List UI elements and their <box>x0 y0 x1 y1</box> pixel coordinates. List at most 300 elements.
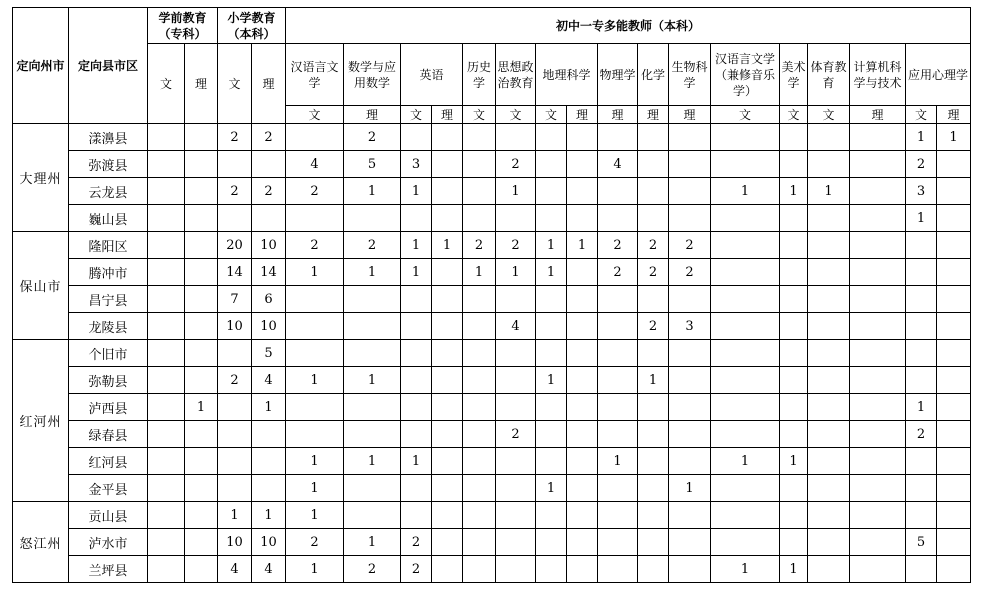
subject-header: 汉语言文学（兼修音乐学） <box>711 44 780 106</box>
quota-cell: 2 <box>344 232 401 259</box>
subject-header: 体育教育 <box>808 44 850 106</box>
quota-cell <box>780 232 808 259</box>
quota-cell: 2 <box>463 232 496 259</box>
table-row <box>13 205 971 232</box>
prefecture-cell: 大理州 <box>13 124 69 232</box>
quota-cell <box>432 286 463 313</box>
quota-cell <box>252 205 286 232</box>
quota-cell <box>669 151 711 178</box>
quota-cell <box>536 178 567 205</box>
table-row <box>13 286 971 313</box>
quota-cell: 2 <box>252 178 286 205</box>
quota-cell <box>185 502 218 529</box>
quota-cell: 2 <box>286 178 344 205</box>
quota-cell: 1 <box>218 502 252 529</box>
quota-cell <box>808 151 850 178</box>
quota-cell <box>252 421 286 448</box>
quota-cell <box>808 556 850 583</box>
quota-cell <box>567 178 598 205</box>
quota-cell: 3 <box>401 151 432 178</box>
quota-cell <box>567 475 598 502</box>
quota-cell <box>567 448 598 475</box>
quota-cell <box>906 340 937 367</box>
quota-cell <box>850 556 906 583</box>
quota-cell <box>286 421 344 448</box>
quota-cell <box>401 502 432 529</box>
quota-cell <box>432 502 463 529</box>
quota-cell <box>148 286 185 313</box>
subject-header: 计算机科学与技术 <box>850 44 906 106</box>
quota-cell: 1 <box>937 124 971 151</box>
table-row <box>13 124 971 151</box>
quota-cell <box>906 502 937 529</box>
quota-cell <box>808 394 850 421</box>
quota-cell <box>185 286 218 313</box>
header-li: 理 <box>850 106 906 124</box>
quota-cell <box>536 340 567 367</box>
quota-cell <box>252 151 286 178</box>
quota-cell <box>463 448 496 475</box>
quota-cell <box>463 124 496 151</box>
quota-cell: 10 <box>218 313 252 340</box>
header-wen: 文 <box>463 106 496 124</box>
teacher-quota-table <box>12 7 971 583</box>
header-wen: 文 <box>808 106 850 124</box>
quota-cell: 2 <box>638 232 669 259</box>
subject-header: 应用心理学 <box>906 44 971 106</box>
quota-cell: 2 <box>344 124 401 151</box>
quota-cell <box>906 286 937 313</box>
quota-cell <box>463 475 496 502</box>
quota-cell: 3 <box>669 313 711 340</box>
quota-cell <box>496 475 536 502</box>
table-row <box>13 151 971 178</box>
quota-cell <box>669 340 711 367</box>
quota-cell <box>185 529 218 556</box>
quota-cell <box>780 502 808 529</box>
quota-cell <box>937 178 971 205</box>
quota-cell <box>401 475 432 502</box>
quota-cell <box>567 124 598 151</box>
quota-cell: 10 <box>252 232 286 259</box>
quota-cell: 2 <box>638 313 669 340</box>
subject-header: 生物科学 <box>669 44 711 106</box>
county-cell: 龙陵县 <box>69 313 148 340</box>
header-junior: 初中一专多能教师（本科） <box>286 8 971 44</box>
quota-cell: 5 <box>344 151 401 178</box>
quota-cell <box>148 313 185 340</box>
quota-cell: 1 <box>286 475 344 502</box>
quota-cell: 20 <box>218 232 252 259</box>
quota-cell: 1 <box>344 367 401 394</box>
quota-cell: 6 <box>252 286 286 313</box>
quota-cell <box>638 448 669 475</box>
quota-cell <box>536 529 567 556</box>
quota-cell <box>536 313 567 340</box>
subject-header: 化学 <box>638 44 669 106</box>
quota-cell: 2 <box>638 259 669 286</box>
quota-cell <box>638 205 669 232</box>
county-cell: 弥勒县 <box>69 367 148 394</box>
quota-cell <box>780 205 808 232</box>
quota-cell <box>780 529 808 556</box>
quota-cell <box>344 394 401 421</box>
quota-cell: 1 <box>286 259 344 286</box>
quota-cell <box>598 313 638 340</box>
quota-cell <box>432 529 463 556</box>
header-wen: 文 <box>286 106 344 124</box>
table-row <box>13 259 971 286</box>
quota-cell: 2 <box>286 232 344 259</box>
quota-cell <box>906 475 937 502</box>
quota-cell <box>808 502 850 529</box>
county-cell: 腾冲市 <box>69 259 148 286</box>
quota-cell <box>850 529 906 556</box>
quota-cell <box>286 286 344 313</box>
quota-cell <box>937 205 971 232</box>
quota-cell <box>218 205 252 232</box>
quota-cell <box>432 421 463 448</box>
quota-cell <box>148 421 185 448</box>
quota-cell <box>937 448 971 475</box>
quota-cell <box>432 475 463 502</box>
quota-cell <box>536 205 567 232</box>
quota-cell <box>669 394 711 421</box>
quota-cell <box>808 421 850 448</box>
header-li: 理 <box>432 106 463 124</box>
quota-cell <box>536 151 567 178</box>
header-wen: 文 <box>780 106 808 124</box>
county-cell: 巍山县 <box>69 205 148 232</box>
quota-cell <box>937 286 971 313</box>
subject-header: 物理学 <box>598 44 638 106</box>
quota-cell: 1 <box>344 529 401 556</box>
quota-cell <box>218 421 252 448</box>
quota-cell <box>344 205 401 232</box>
quota-cell <box>808 232 850 259</box>
quota-cell <box>638 529 669 556</box>
quota-cell <box>711 394 780 421</box>
quota-cell <box>536 421 567 448</box>
quota-cell <box>638 394 669 421</box>
subject-header: 汉语言文学 <box>286 44 344 106</box>
quota-cell <box>286 313 344 340</box>
quota-cell <box>496 205 536 232</box>
quota-cell <box>344 421 401 448</box>
quota-cell <box>432 259 463 286</box>
quota-cell <box>598 421 638 448</box>
quota-cell <box>638 151 669 178</box>
quota-cell <box>496 124 536 151</box>
quota-cell: 1 <box>401 259 432 286</box>
subject-header: 地理科学 <box>536 44 598 106</box>
quota-cell <box>711 124 780 151</box>
county-cell: 个旧市 <box>69 340 148 367</box>
quota-cell <box>496 367 536 394</box>
quota-cell <box>937 151 971 178</box>
table-row <box>13 394 971 421</box>
quota-cell <box>463 367 496 394</box>
quota-cell <box>780 394 808 421</box>
header-li: 理 <box>185 44 218 124</box>
quota-cell: 10 <box>252 313 286 340</box>
quota-cell <box>598 367 638 394</box>
quota-cell <box>463 151 496 178</box>
subject-header: 英语 <box>401 44 463 106</box>
quota-cell <box>711 151 780 178</box>
quota-cell <box>906 232 937 259</box>
quota-cell <box>185 556 218 583</box>
quota-cell <box>711 475 780 502</box>
quota-cell <box>850 448 906 475</box>
quota-cell <box>432 151 463 178</box>
quota-cell <box>567 367 598 394</box>
quota-cell <box>401 340 432 367</box>
table-row <box>13 313 971 340</box>
quota-cell <box>463 178 496 205</box>
quota-cell: 1 <box>344 448 401 475</box>
county-cell: 贡山县 <box>69 502 148 529</box>
quota-cell <box>780 151 808 178</box>
quota-cell <box>808 367 850 394</box>
quota-cell: 2 <box>598 232 638 259</box>
table-row <box>13 502 971 529</box>
quota-cell <box>218 394 252 421</box>
quota-cell <box>185 205 218 232</box>
quota-cell: 4 <box>598 151 638 178</box>
quota-cell <box>536 448 567 475</box>
quota-cell: 4 <box>218 556 252 583</box>
quota-cell <box>850 367 906 394</box>
quota-cell: 14 <box>252 259 286 286</box>
quota-cell: 2 <box>218 124 252 151</box>
quota-cell <box>780 367 808 394</box>
quota-cell: 2 <box>669 259 711 286</box>
quota-cell <box>669 529 711 556</box>
quota-cell: 1 <box>401 232 432 259</box>
quota-cell <box>850 313 906 340</box>
quota-cell <box>567 286 598 313</box>
quota-cell <box>185 340 218 367</box>
table-row <box>13 178 971 205</box>
quota-cell <box>669 556 711 583</box>
quota-cell: 1 <box>536 259 567 286</box>
quota-cell <box>780 313 808 340</box>
quota-cell <box>937 232 971 259</box>
quota-cell <box>937 529 971 556</box>
quota-cell: 2 <box>344 556 401 583</box>
quota-cell <box>808 340 850 367</box>
quota-cell: 2 <box>496 421 536 448</box>
quota-cell <box>401 205 432 232</box>
quota-cell <box>669 367 711 394</box>
quota-cell: 2 <box>252 124 286 151</box>
quota-cell: 2 <box>218 178 252 205</box>
quota-cell <box>344 502 401 529</box>
quota-cell <box>432 394 463 421</box>
quota-cell <box>711 340 780 367</box>
quota-cell <box>669 421 711 448</box>
quota-cell <box>850 421 906 448</box>
quota-cell <box>711 259 780 286</box>
table-row <box>13 475 971 502</box>
quota-cell <box>252 475 286 502</box>
county-cell: 兰坪县 <box>69 556 148 583</box>
quota-cell <box>148 178 185 205</box>
subject-header: 思想政治教育 <box>496 44 536 106</box>
quota-cell <box>850 205 906 232</box>
header-wen: 文 <box>401 106 432 124</box>
quota-cell <box>937 556 971 583</box>
quota-cell <box>567 205 598 232</box>
quota-cell: 1 <box>906 124 937 151</box>
header-li: 理 <box>937 106 971 124</box>
quota-cell: 1 <box>638 367 669 394</box>
quota-cell <box>669 205 711 232</box>
prefecture-cell: 红河州 <box>13 340 69 502</box>
header-wen: 文 <box>536 106 567 124</box>
quota-cell <box>711 421 780 448</box>
quota-cell: 1 <box>567 232 598 259</box>
quota-cell <box>937 340 971 367</box>
table-row <box>13 529 971 556</box>
quota-cell: 1 <box>906 205 937 232</box>
quota-cell <box>567 502 598 529</box>
quota-cell: 1 <box>252 502 286 529</box>
quota-cell <box>401 367 432 394</box>
county-cell: 金平县 <box>69 475 148 502</box>
quota-cell <box>711 205 780 232</box>
quota-cell: 1 <box>906 394 937 421</box>
quota-cell <box>850 475 906 502</box>
quota-cell <box>218 448 252 475</box>
quota-cell <box>906 448 937 475</box>
quota-cell: 14 <box>218 259 252 286</box>
quota-cell <box>850 286 906 313</box>
quota-cell <box>906 367 937 394</box>
quota-cell <box>906 259 937 286</box>
quota-cell <box>463 340 496 367</box>
quota-cell: 1 <box>780 448 808 475</box>
quota-cell <box>344 340 401 367</box>
county-cell: 泸西县 <box>69 394 148 421</box>
quota-cell: 2 <box>669 232 711 259</box>
header-prefecture: 定向州市 <box>13 8 69 124</box>
quota-cell <box>669 178 711 205</box>
header-li: 理 <box>344 106 401 124</box>
county-cell: 红河县 <box>69 448 148 475</box>
quota-cell <box>185 367 218 394</box>
quota-cell <box>598 556 638 583</box>
quota-cell <box>808 475 850 502</box>
quota-cell <box>148 556 185 583</box>
quota-cell <box>850 394 906 421</box>
quota-cell <box>598 394 638 421</box>
quota-cell <box>598 529 638 556</box>
quota-cell <box>669 286 711 313</box>
quota-cell <box>598 475 638 502</box>
quota-cell <box>850 259 906 286</box>
quota-cell <box>638 556 669 583</box>
quota-cell <box>808 124 850 151</box>
quota-cell <box>344 286 401 313</box>
quota-cell: 2 <box>401 556 432 583</box>
quota-cell <box>937 475 971 502</box>
quota-cell: 2 <box>286 529 344 556</box>
subject-header: 数学与应用数学 <box>344 44 401 106</box>
quota-cell <box>218 475 252 502</box>
quota-cell <box>638 421 669 448</box>
header-li: 理 <box>669 106 711 124</box>
quota-cell <box>148 394 185 421</box>
header-wen: 文 <box>496 106 536 124</box>
quota-cell: 1 <box>711 178 780 205</box>
quota-cell <box>669 448 711 475</box>
quota-cell <box>780 421 808 448</box>
quota-cell <box>850 232 906 259</box>
quota-cell <box>286 394 344 421</box>
header-wen: 文 <box>906 106 937 124</box>
quota-cell <box>711 313 780 340</box>
quota-cell <box>567 556 598 583</box>
quota-cell <box>286 205 344 232</box>
quota-cell <box>463 556 496 583</box>
quota-cell: 1 <box>185 394 218 421</box>
quota-cell: 1 <box>286 448 344 475</box>
quota-cell <box>850 151 906 178</box>
quota-cell: 1 <box>536 475 567 502</box>
quota-cell <box>536 556 567 583</box>
quota-cell <box>496 286 536 313</box>
quota-cell <box>432 448 463 475</box>
quota-cell <box>148 367 185 394</box>
subject-header: 美术学 <box>780 44 808 106</box>
quota-cell <box>808 205 850 232</box>
quota-cell <box>906 556 937 583</box>
quota-cell <box>937 421 971 448</box>
quota-cell <box>463 286 496 313</box>
quota-cell <box>638 475 669 502</box>
quota-cell <box>598 502 638 529</box>
quota-cell: 1 <box>808 178 850 205</box>
quota-cell <box>401 394 432 421</box>
quota-cell <box>185 232 218 259</box>
quota-cell <box>148 340 185 367</box>
quota-cell <box>185 313 218 340</box>
quota-cell: 1 <box>711 448 780 475</box>
quota-cell: 1 <box>669 475 711 502</box>
quota-cell <box>148 205 185 232</box>
quota-cell <box>669 124 711 151</box>
quota-cell: 1 <box>286 502 344 529</box>
quota-cell <box>432 205 463 232</box>
quota-cell <box>148 529 185 556</box>
quota-cell <box>669 502 711 529</box>
quota-cell: 1 <box>401 448 432 475</box>
quota-cell <box>638 178 669 205</box>
quota-cell: 5 <box>906 529 937 556</box>
quota-cell <box>148 124 185 151</box>
quota-cell <box>432 178 463 205</box>
quota-cell <box>906 313 937 340</box>
quota-cell: 1 <box>780 178 808 205</box>
quota-cell <box>432 556 463 583</box>
quota-cell <box>598 286 638 313</box>
quota-cell: 10 <box>218 529 252 556</box>
quota-cell: 4 <box>496 313 536 340</box>
quota-cell <box>185 421 218 448</box>
quota-cell <box>638 502 669 529</box>
